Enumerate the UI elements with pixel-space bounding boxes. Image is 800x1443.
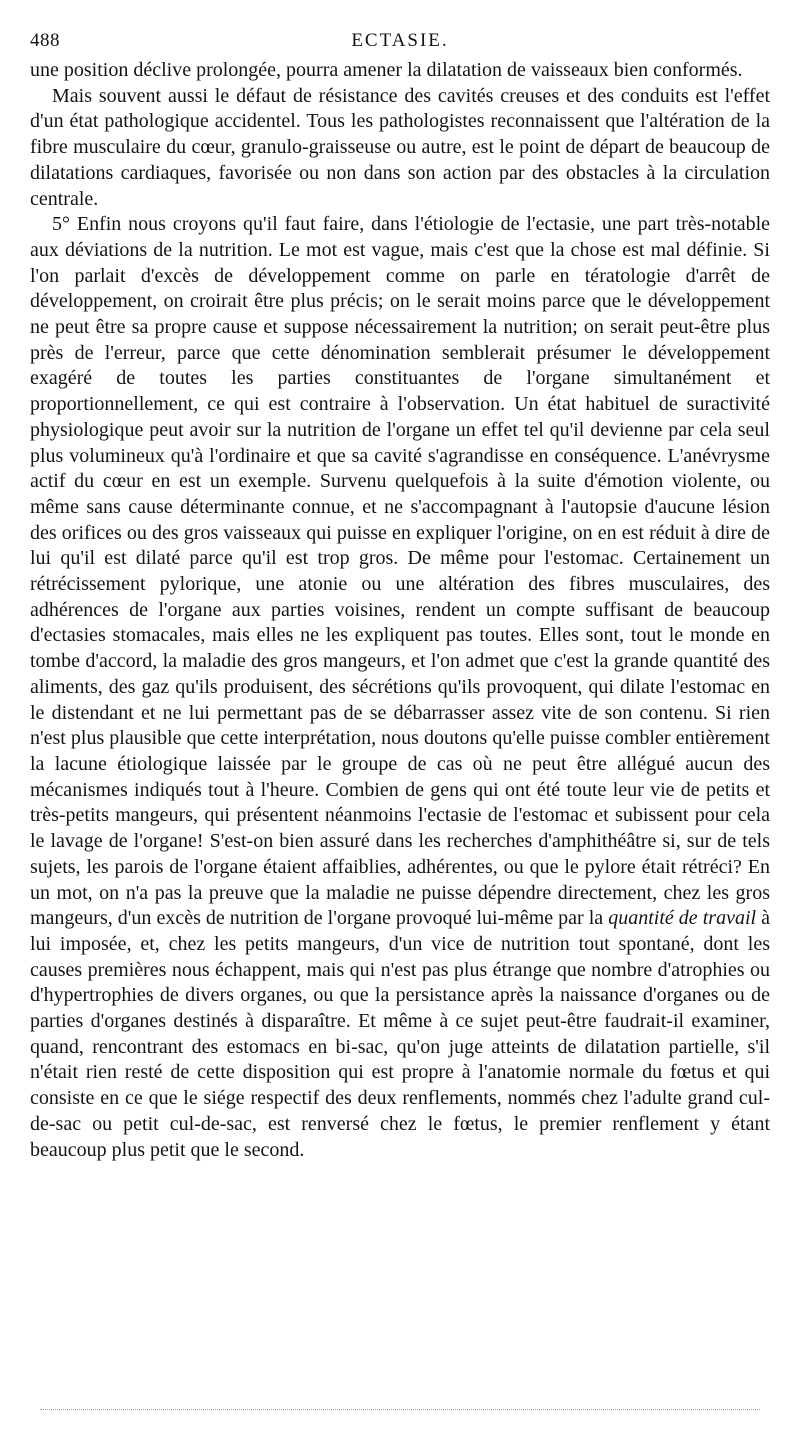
paragraph-text: Mais souvent aussi le défaut de résistance des cavités creuses et des conduits est l'effet d'un état pathologique accidentel. Tous les pathologistes reconnaissent que l'altération de la fibre musculaire du cœur, granulo-graisseuse ou autre, est le point de départ de beaucoup de dilatations cardiaques, favorisée ou non dans son action par des obstacles à la circulation centrale. (30, 84, 770, 210)
page-number: 488 (30, 30, 60, 51)
paragraph-text: une position déclive prolongée, pourra amener la dilatation de vaisseaux bien conformés. (30, 59, 743, 81)
paragraph-text-before: 5° Enfin nous croyons qu'il faut faire, dans l'étiologie de l'ectasie, une part très-notable aux déviations de la nutrition. Le mot est vague, mais c'est que la chose est mal définie. Si l'on parlait d'excès de développement comme on parle en tératologie d'arrêt de développement, on croirait être plus précis; on le serait moins parce que le développement ne peut être sa propre cause et suppose nécessairement la nutrition; on serait peut-être plus près de l'erreur, parce que cette dénomination semblerait présumer le développement exagéré de toutes les parties constituantes de l'organe simultanément et proportionnellement, ce qui est contraire à l'observation. Un état habituel de suractivité physiologique peut avoir sur la nutrition de l'organe un effet tel qu'il devienne par cela seul plus volumineux qu'à l'ordinaire et que sa cavité s'agrandisse en conséquence. L'anévrysme actif du cœur en est un exemple. Survenu quelquefois à la suite d'émotion violente, ou même sans cause déterminante connue, et ne s'accompagnant à l'autopsie d'aucune lésion des orifices ou des gros vaisseaux qui puisse en expliquer l'origine, on en est réduit à dire de lui qu'il est dilaté parce qu'il est trop gros. De même pour l'estomac. Certainement un rétrécissement pylorique, une atonie ou une altération des fibres musculaires, des adhérences de l'organe aux parties voisines, rendent un compte suffisant de beaucoup d'ectasies stomacales, mais elles ne les expliquent pas toutes. Elles sont, tout le monde en tombe d'accord, la maladie des gros mangeurs, et l'on admet que c'est la grande quantité des aliments, des gaz qu'ils produisent, des sécrétions qu'ils provoquent, qui dilate l'estomac en le distendant et ne lui permettant pas de se débarrasser assez vite de son contenu. Si rien n'est plus plausible que cette interprétation, nous doutons qu'elle puisse combler entièrement la lacune étiologique laissée par le groupe de cas où ne peut être allégué aucun des mécanismes indiqués tout à l'heure. Combien de gens qui ont été toute leur vie de petits et très-petits mangeurs, qui présentent néanmoins l'ectasie de l'estomac et subissent pour cela le lavage de l'organe! S'est-on bien assuré dans les recherches d'amphithéâtre si, sur de tels sujets, les parois de l'organe étaient affaiblies, adhérentes, ou que le pylore était rétréci? En un mot, on n'a pas la preuve que la maladie ne puisse dépendre directement, chez les gros mangeurs, d'un excès de nutrition de l'organe provoqué lui-même par la (30, 213, 770, 930)
paragraph-text-after: à lui imposée, et, chez les petits mangeurs, d'un vice de nutrition tout spontané, dont les causes premières nous échappent, mais qui n'est pas plus étrange que nombre d'atrophies ou d'hypertrophies de divers organes, ou que la persistance après la naissance d'organes ou de parties d'organes destinés à disparaître. Et même à ce sujet peut-être faudrait-il examiner, quand, rencontrant des estomacs en bi-sac, qu'on juge atteints de dilatation partielle, s'il n'était rien resté de cette disposition qui est propre à l'anatomie normale du fœtus et qui consiste en ce que le siége respectif des deux renflements, nommés chez l'adulte grand cul-de-sac ou petit cul-de-sac, est renversé chez le fœtus, le premier renflement y étant beaucoup plus petit que le second. (30, 907, 770, 1161)
running-title: ECTASIE. (351, 30, 449, 51)
paragraph-pathology (30, 84, 770, 213)
book-page (30, 26, 770, 1163)
page-header (30, 26, 770, 58)
paragraph-nutrition (30, 212, 770, 1163)
body-text (30, 58, 770, 1163)
footer-divider (40, 1409, 760, 1410)
paragraph-continuation (30, 58, 770, 84)
italic-phrase: quantité de travail (608, 907, 757, 930)
